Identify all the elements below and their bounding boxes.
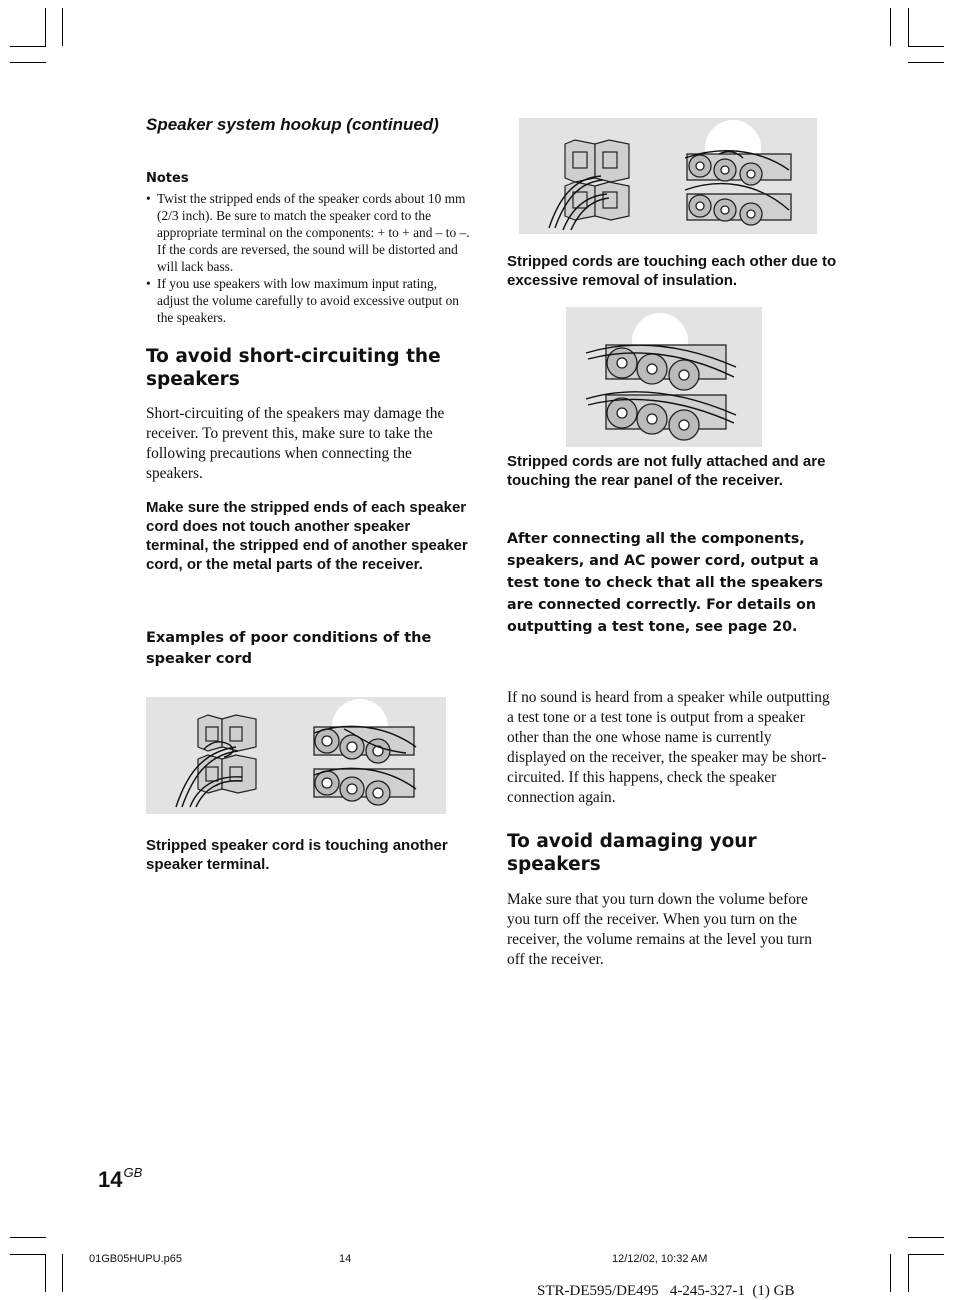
crop-mark (45, 8, 46, 46)
crop-mark (10, 1237, 46, 1238)
crop-mark (62, 8, 63, 46)
section-header: Speaker system hookup (continued) (146, 115, 439, 134)
crop-mark (62, 1254, 63, 1292)
caption-touching-each-other: Stripped cords are touching each other due to excessive removal of insulation. (507, 253, 837, 289)
footer-page: 14 (339, 1253, 352, 1265)
test-tone-instruction: After connecting all the components, speakers, and AC power cord, output a test tone to check that all the speakers are connected correctly. For details on outputting a test tone, see page 20. (507, 531, 823, 635)
speaker-terminal-illustration (566, 307, 762, 447)
crop-mark (10, 1254, 46, 1255)
footer-datetime: 12/12/02, 10:32 AM (612, 1253, 708, 1265)
crop-mark (10, 46, 46, 47)
crop-mark (890, 1254, 891, 1292)
note-item: • If you use speakers with low maximum input rating, adjust the volume carefully to avoid excessive output on the speakers. (146, 275, 471, 326)
page-number-suffix: GB (123, 1165, 143, 1180)
page-number (98, 1167, 142, 1193)
crop-mark (908, 46, 944, 47)
damage-body: Make sure that you turn down the volume before you turn off the receiver. When you turn on the receiver, the volume remains at the level you turn off the receiver. (507, 891, 812, 968)
test-tone-body: If no sound is heard from a speaker while outputting a test tone or a test tone is output from a speaker other than the one whose name is currently displayed on the receiver, the speaker may be short-circuited. If this happens, check the speaker connection again. (507, 689, 830, 806)
notes-title: Notes (146, 171, 189, 186)
caption-touching-terminal: Stripped speaker cord is touching another speaker terminal. (146, 837, 448, 873)
footer-filename: 01GB05HUPU.p65 (89, 1253, 182, 1265)
figure-not-fully-attached (566, 307, 762, 447)
short-circuit-heading: To avoid short-circuiting the speakers (146, 346, 441, 390)
speaker-terminal-illustration (519, 118, 817, 234)
footer-model: STR-DE595/DE495 4-245-327-1 (1) GB (537, 1283, 795, 1299)
crop-mark (908, 1237, 944, 1238)
crop-mark (908, 1254, 909, 1292)
figure-cord-touching-terminal (146, 697, 446, 814)
crop-mark (10, 62, 46, 63)
speaker-terminal-illustration (146, 697, 446, 814)
crop-mark (908, 62, 944, 63)
damage-heading: To avoid damaging your speakers (507, 831, 757, 875)
crop-mark (908, 8, 909, 46)
figure-cords-touching-each-other (519, 118, 817, 234)
examples-heading: Examples of poor conditions of the speaker cord (146, 630, 432, 667)
crop-mark (908, 1254, 944, 1255)
note-item: • Twist the stripped ends of the speaker cords about 10 mm (2/3 inch). Be sure to match the speaker cord to the appropriate terminal on the components: + to + and – to –. If the cords are reversed, the sound will be distorted and will lack bass. (146, 190, 471, 275)
caption-not-fully-attached: Stripped cords are not fully attached and are touching the rear panel of the receiver. (507, 453, 826, 489)
notes-list (146, 190, 471, 326)
short-circuit-intro: Short-circuiting of the speakers may damage the receiver. To prevent this, make sure to take the following precautions when connecting the speakers. (146, 405, 445, 482)
page-number-value: 14 (98, 1167, 123, 1192)
crop-mark (890, 8, 891, 46)
crop-mark (45, 1254, 46, 1292)
precaution-text: Make sure the stripped ends of each speaker cord does not touch another speaker terminal, the stripped end of another speaker cord, or the metal parts of the receiver. (146, 499, 468, 573)
